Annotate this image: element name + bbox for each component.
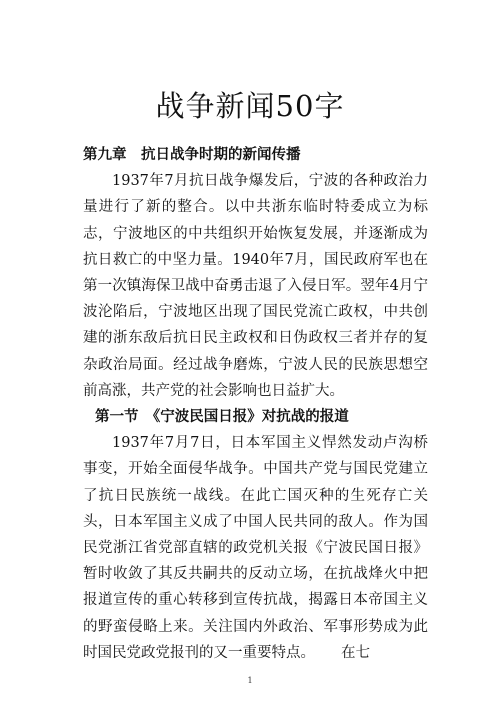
paragraph-1: [83, 168, 428, 404]
paragraph-2: [83, 430, 428, 666]
paragraph-1-text: 1937年7月抗日战争爆发后，宁波的各种政治力量进行了新的整合。以中共浙东临时特委成立为标志，宁波地区的中共组织开始恢复发展，并逐渐成为抗日救亡的中坚力量。1940年7月，国民政府军也在第一次镇海保卫战中奋勇击退了入侵日军。翌年4月宁波沦陷后，宁波地区出现了国民党流亡政权，中共创建的浙东敌后抗日民主政权和日伪政权三者并存的复杂政治局面。经过战争磨炼，宁波人民的民族思想空前高涨，共产党的社会影响也日益扩大。: [83, 173, 428, 399]
paragraph-2-text: 1937年7月7日，日本军国主义悍然发动卢沟桥事变，开始全面侵华战争。中国共产党与国民党建立了抗日民族统一战线。在此亡国灭种的生死存亡关头，日本军国主义成了中国人民共同的敌人。作为国民党浙江省党部直辖的政党机关报《宁波民国日报》暂时收敛了其反共嗣共的反动立场，在抗战烽火中把报道宣传的重心转移到宣传抗战，揭露日本帝国主义的野蛮侵略上来。关注国内外政治、军事形势成为此时国民党政党报刊的又一重要特点。: [83, 435, 428, 661]
document-body: [83, 142, 428, 666]
chapter-heading: 第九章 抗日战争时期的新闻传播: [83, 146, 301, 163]
page-number: 1: [247, 676, 253, 685]
document-title: 战争新闻50字: [155, 89, 345, 123]
section-heading: 第一节 《宁波民国日报》对抗战的报道: [95, 408, 349, 426]
paragraph-2-tail: 在七: [341, 644, 370, 661]
